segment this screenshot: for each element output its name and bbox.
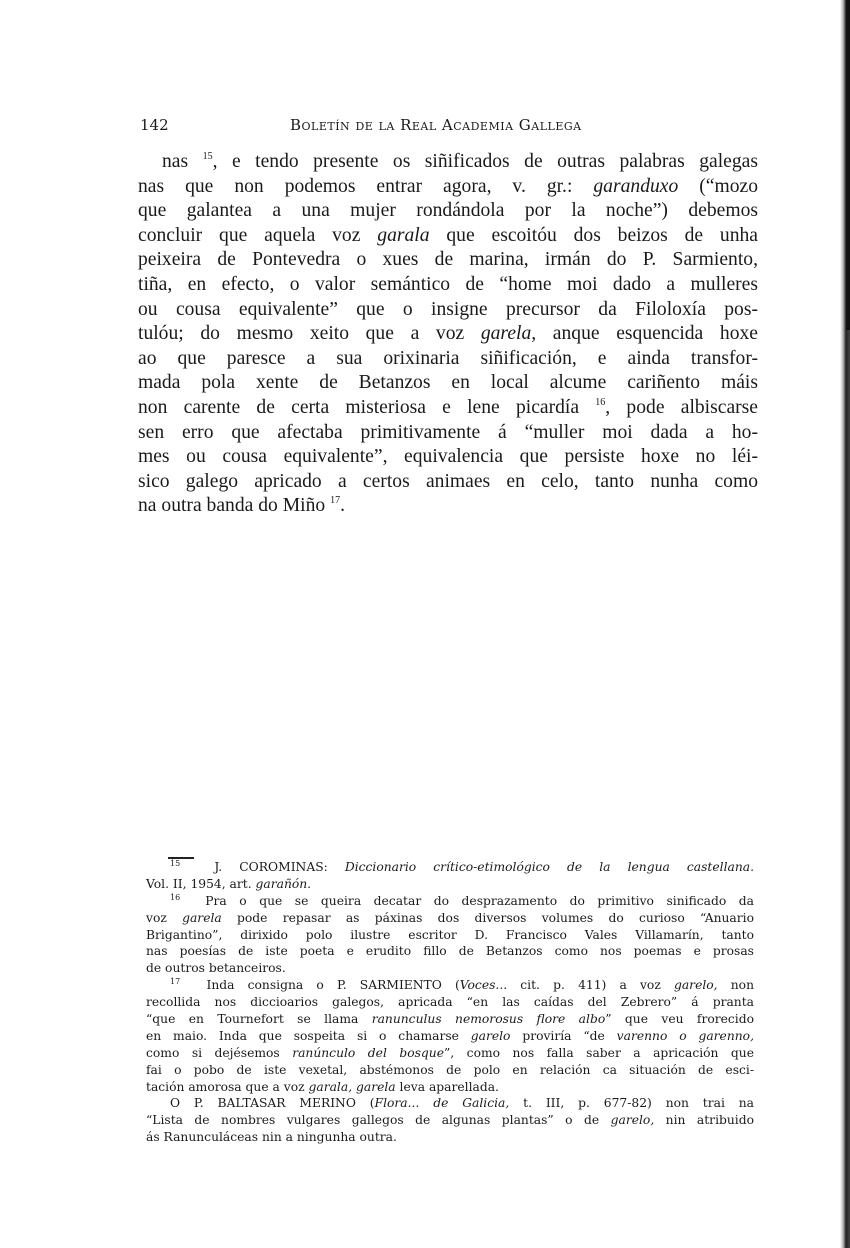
footnote-line bbox=[146, 977, 754, 994]
footnote-ref: 15 bbox=[202, 151, 213, 162]
text-run: peixeira de Pontevedra o xues de marina, irmán do P. Sarmiento, bbox=[138, 249, 758, 271]
text-run: mes ou cousa equivalente”, equivalencia que persiste hoxe no léi- bbox=[138, 446, 758, 468]
footnote-line bbox=[146, 1062, 754, 1079]
body-line bbox=[138, 445, 758, 470]
text-run: que galantea a una mujer rondándola por la noche”) debemos bbox=[138, 200, 758, 222]
text-run: tación amorosa que a voz bbox=[146, 1079, 309, 1094]
footnote-line bbox=[146, 1129, 754, 1146]
footnote-line bbox=[146, 910, 754, 927]
text-run: cit. p. 411) a voz bbox=[507, 978, 674, 993]
body-line bbox=[138, 347, 758, 372]
text-run: garañón. bbox=[255, 876, 312, 891]
text-run: “que en Tournefort se llama bbox=[146, 1012, 372, 1027]
footnote-ref: 17 bbox=[330, 495, 341, 507]
text-run: proviría “de bbox=[510, 1028, 617, 1043]
text-run: Brigantino”, dirixido polo ilustre escritor D. Francisco Vales Villamarín, tanto bbox=[146, 927, 754, 942]
footnote-line bbox=[146, 943, 754, 960]
text-run: Diccionario crítico-etimológico de la lengua castellana. bbox=[344, 860, 754, 874]
text-run: garanduxo bbox=[593, 175, 679, 197]
footnote-ref: 16 bbox=[170, 892, 181, 902]
text-run: ranúnculo del bosque bbox=[292, 1045, 445, 1060]
text-run: garela, bbox=[480, 323, 537, 345]
body-line bbox=[138, 494, 758, 519]
body-line bbox=[138, 396, 758, 421]
footnote-line bbox=[146, 1011, 754, 1028]
footnote-line bbox=[146, 927, 754, 944]
text-run: ”, como nos falla saber a apricación que bbox=[444, 1045, 755, 1060]
text-run: sico galego apricado a certos animaes en celo, tanto nunha como bbox=[138, 470, 758, 492]
text-run: ao que paresce a sua orixinaria siñificación, e ainda transfor- bbox=[138, 347, 758, 369]
footnotes bbox=[146, 859, 754, 1146]
running-header bbox=[140, 116, 760, 138]
footnote-line bbox=[146, 859, 754, 876]
text-run: voz bbox=[146, 910, 183, 925]
page-number: 142 bbox=[140, 116, 169, 134]
text-run: garelo, bbox=[610, 1113, 655, 1128]
text-run: nin atribuido bbox=[654, 1113, 754, 1128]
text-run: . bbox=[340, 495, 345, 517]
text-run: Flora... de Galicia, bbox=[374, 1096, 510, 1111]
text-run: , pode albiscarse bbox=[605, 396, 758, 418]
text-run: recollida nos diccioarios galegos, apricada “en las caídas del Zebrero” á pranta bbox=[146, 995, 754, 1010]
footnote-line bbox=[146, 893, 754, 910]
body-line bbox=[138, 175, 758, 200]
text-run: garelo bbox=[470, 1028, 511, 1043]
scan-edge-dark bbox=[846, 0, 850, 330]
body-line bbox=[138, 150, 758, 175]
text-run: de outros betanceiros. bbox=[146, 961, 286, 976]
text-run: non carente de certa misteriosa e lene picardía bbox=[138, 396, 596, 418]
text-run: tulóu; do mesmo xeito que a voz bbox=[138, 323, 481, 345]
text-run: ás Ranunculáceas nin a ningunha outra. bbox=[146, 1130, 397, 1145]
text-run: concluir que aquela voz bbox=[138, 224, 378, 246]
text-run: “Lista de nombres vulgares gallegos de algunas plantas” o de bbox=[146, 1113, 611, 1128]
body-line bbox=[138, 298, 758, 323]
text-run: na outra banda do Miño bbox=[138, 495, 331, 517]
text-run: ranunculus nemorosus flore albo bbox=[371, 1012, 606, 1027]
body-line bbox=[138, 224, 758, 249]
footnote-line bbox=[146, 1079, 754, 1096]
text-run: fai o pobo de iste vexetal, abstémonos de polo en relación ca situación de esci- bbox=[146, 1062, 754, 1077]
footnote-line bbox=[146, 1028, 754, 1045]
text-run: sen erro que afectaba primitivamente á “muller moi dada a ho- bbox=[138, 421, 758, 443]
body-line bbox=[138, 322, 758, 347]
text-run: non bbox=[717, 978, 754, 993]
text-run: ou cousa equivalente” que o insigne precursor da Filoloxía pos- bbox=[138, 298, 758, 320]
text-run: mada pola xente de Betanzos en local alcume cariñento máis bbox=[138, 372, 758, 394]
text-run: J. COROMINAS: bbox=[180, 860, 345, 874]
text-run: anque esquencida hoxe bbox=[536, 323, 758, 345]
footnote-line bbox=[146, 994, 754, 1011]
text-run: garela bbox=[182, 910, 222, 925]
text-run: ” que veu frorecido bbox=[605, 1012, 754, 1027]
text-run: , e tendo presente os siñificados de outras palabras galegas bbox=[212, 151, 758, 172]
text-run: nas poesías de iste poeta e erudito fillo de Betanzos como nos poemas e prosas bbox=[146, 944, 754, 959]
text-run: Inda consigna o P. SARMIENTO ( bbox=[180, 978, 460, 993]
text-run: t. III, p. 677-82) non trai na bbox=[509, 1096, 754, 1111]
footnote-ref: 16 bbox=[595, 396, 606, 408]
body-line bbox=[138, 248, 758, 273]
footnote-line bbox=[146, 1095, 754, 1112]
text-run: pode repasar as páxinas dos diversos volumes do curioso “Anuario bbox=[221, 910, 754, 925]
footnote-line bbox=[146, 1112, 754, 1129]
text-run: Vol. II, 1954, art. bbox=[146, 876, 256, 891]
text-run: en maio. Inda que sospeita si o chamarse bbox=[146, 1028, 471, 1043]
text-run: varenno o garenno, bbox=[616, 1028, 754, 1043]
text-run: garala, garela bbox=[308, 1079, 396, 1094]
text-run: que escoitóu dos beizos de unha bbox=[429, 224, 758, 246]
body-line bbox=[138, 273, 758, 298]
text-run: Pra o que se queira decatar do desprazamento do primitivo sinificado da bbox=[180, 893, 754, 908]
footnote-line bbox=[146, 1045, 754, 1062]
body-line bbox=[138, 199, 758, 224]
body-line bbox=[138, 371, 758, 396]
footnote-line bbox=[146, 960, 754, 977]
body-text bbox=[138, 150, 758, 519]
footnote-line bbox=[146, 876, 754, 893]
text-run: O P. BALTASAR MERINO ( bbox=[170, 1096, 375, 1111]
body-line bbox=[138, 421, 758, 446]
text-run: nas que non podemos entrar agora, v. gr.: bbox=[138, 175, 594, 197]
text-run: Voces... bbox=[459, 978, 508, 993]
text-run: leva aparellada. bbox=[395, 1079, 499, 1094]
journal-title: Boletín de la Real Academia Gallega bbox=[290, 116, 582, 134]
text-run: (“mozo bbox=[678, 175, 758, 197]
text-run: nas bbox=[162, 151, 203, 172]
body-line bbox=[138, 470, 758, 495]
footnote-ref: 15 bbox=[170, 859, 181, 868]
text-run: como si dejésemos bbox=[146, 1045, 293, 1060]
text-run: tiña, en efecto, o valor semántico de “home moi dado a mulleres bbox=[138, 273, 758, 295]
footnote-ref: 17 bbox=[170, 977, 181, 987]
text-run: garelo, bbox=[673, 978, 718, 993]
text-run: garala bbox=[377, 224, 430, 246]
